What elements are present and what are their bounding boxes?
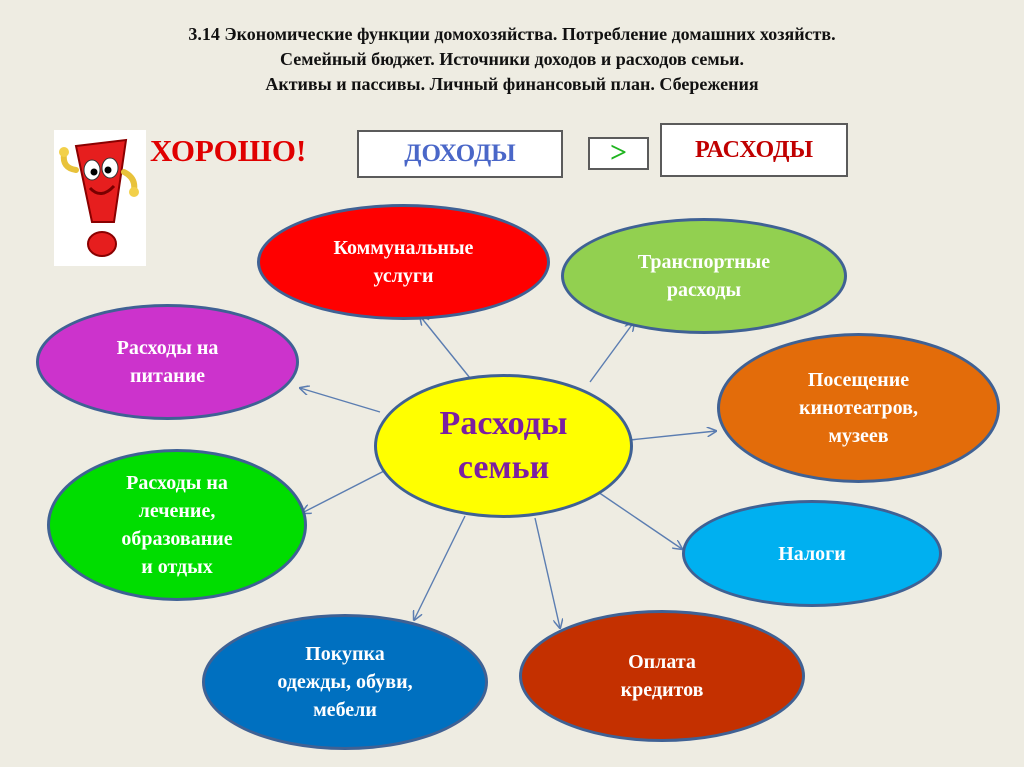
node-health-line-1: Расходы на	[126, 472, 228, 494]
node-cinema-line-2: кинотеатров,	[799, 397, 918, 419]
node-clothing-line-2: одежды, обуви,	[277, 671, 413, 693]
node-health-line-2: лечение,	[138, 500, 216, 522]
expenses-box: РАСХОДЫ	[660, 123, 848, 177]
node-cinema-line-1: Посещение	[807, 369, 910, 391]
node-credits-line-1: Оплата	[628, 651, 696, 673]
node-clothing	[202, 614, 488, 750]
node-taxes	[682, 500, 942, 607]
node-credits-line-2: кредитов	[620, 679, 704, 701]
arrow-icon	[598, 492, 682, 549]
title-line-2: Семейный бюджет. Источники доходов и расходов семьи.	[279, 49, 744, 69]
node-taxes-line-1: Налоги	[778, 542, 846, 565]
arrow-icon	[590, 322, 634, 382]
node-health-line-4: и отдых	[141, 556, 213, 578]
node-utilities	[257, 204, 550, 320]
node-transport-line-1: Транспортные	[637, 251, 771, 273]
node-food-line-2: питание	[129, 365, 206, 387]
arrow-icon	[302, 470, 386, 513]
node-cinema-line-3: музеев	[828, 425, 889, 447]
arrow-icon	[535, 518, 560, 628]
title-line-1: 3.14 Экономические функции домохозяйства. Потребление домашних хозяйств.	[188, 24, 836, 44]
arrow-icon	[630, 431, 716, 440]
node-utilities-line-1: Коммунальные	[333, 237, 474, 259]
good-label: ХОРОШО!	[150, 133, 307, 168]
node-credits	[519, 610, 805, 742]
node-transport	[561, 218, 847, 334]
arrow-icon	[414, 516, 465, 620]
center-line-2: семьи	[457, 449, 550, 486]
center-line-1: Расходы	[439, 405, 568, 442]
node-food	[36, 304, 299, 420]
center-node	[374, 374, 633, 518]
greater-than-sign: >	[588, 137, 649, 170]
node-food-line-1: Расходы на	[116, 337, 219, 359]
node-clothing-line-3: мебели	[313, 699, 377, 721]
arrow-icon	[300, 388, 380, 412]
node-clothing-line-1: Покупка	[305, 643, 385, 665]
income-box: ДОХОДЫ	[357, 130, 563, 178]
node-transport-line-2: расходы	[666, 279, 742, 301]
node-health	[47, 449, 307, 601]
node-cinema	[717, 333, 1000, 483]
node-health-line-3: образование	[121, 528, 233, 550]
arrow-icon	[420, 316, 470, 378]
title-line-3: Активы и пассивы. Личный финансовый план. Сбережения	[265, 74, 759, 94]
node-utilities-line-2: услуги	[373, 265, 434, 287]
